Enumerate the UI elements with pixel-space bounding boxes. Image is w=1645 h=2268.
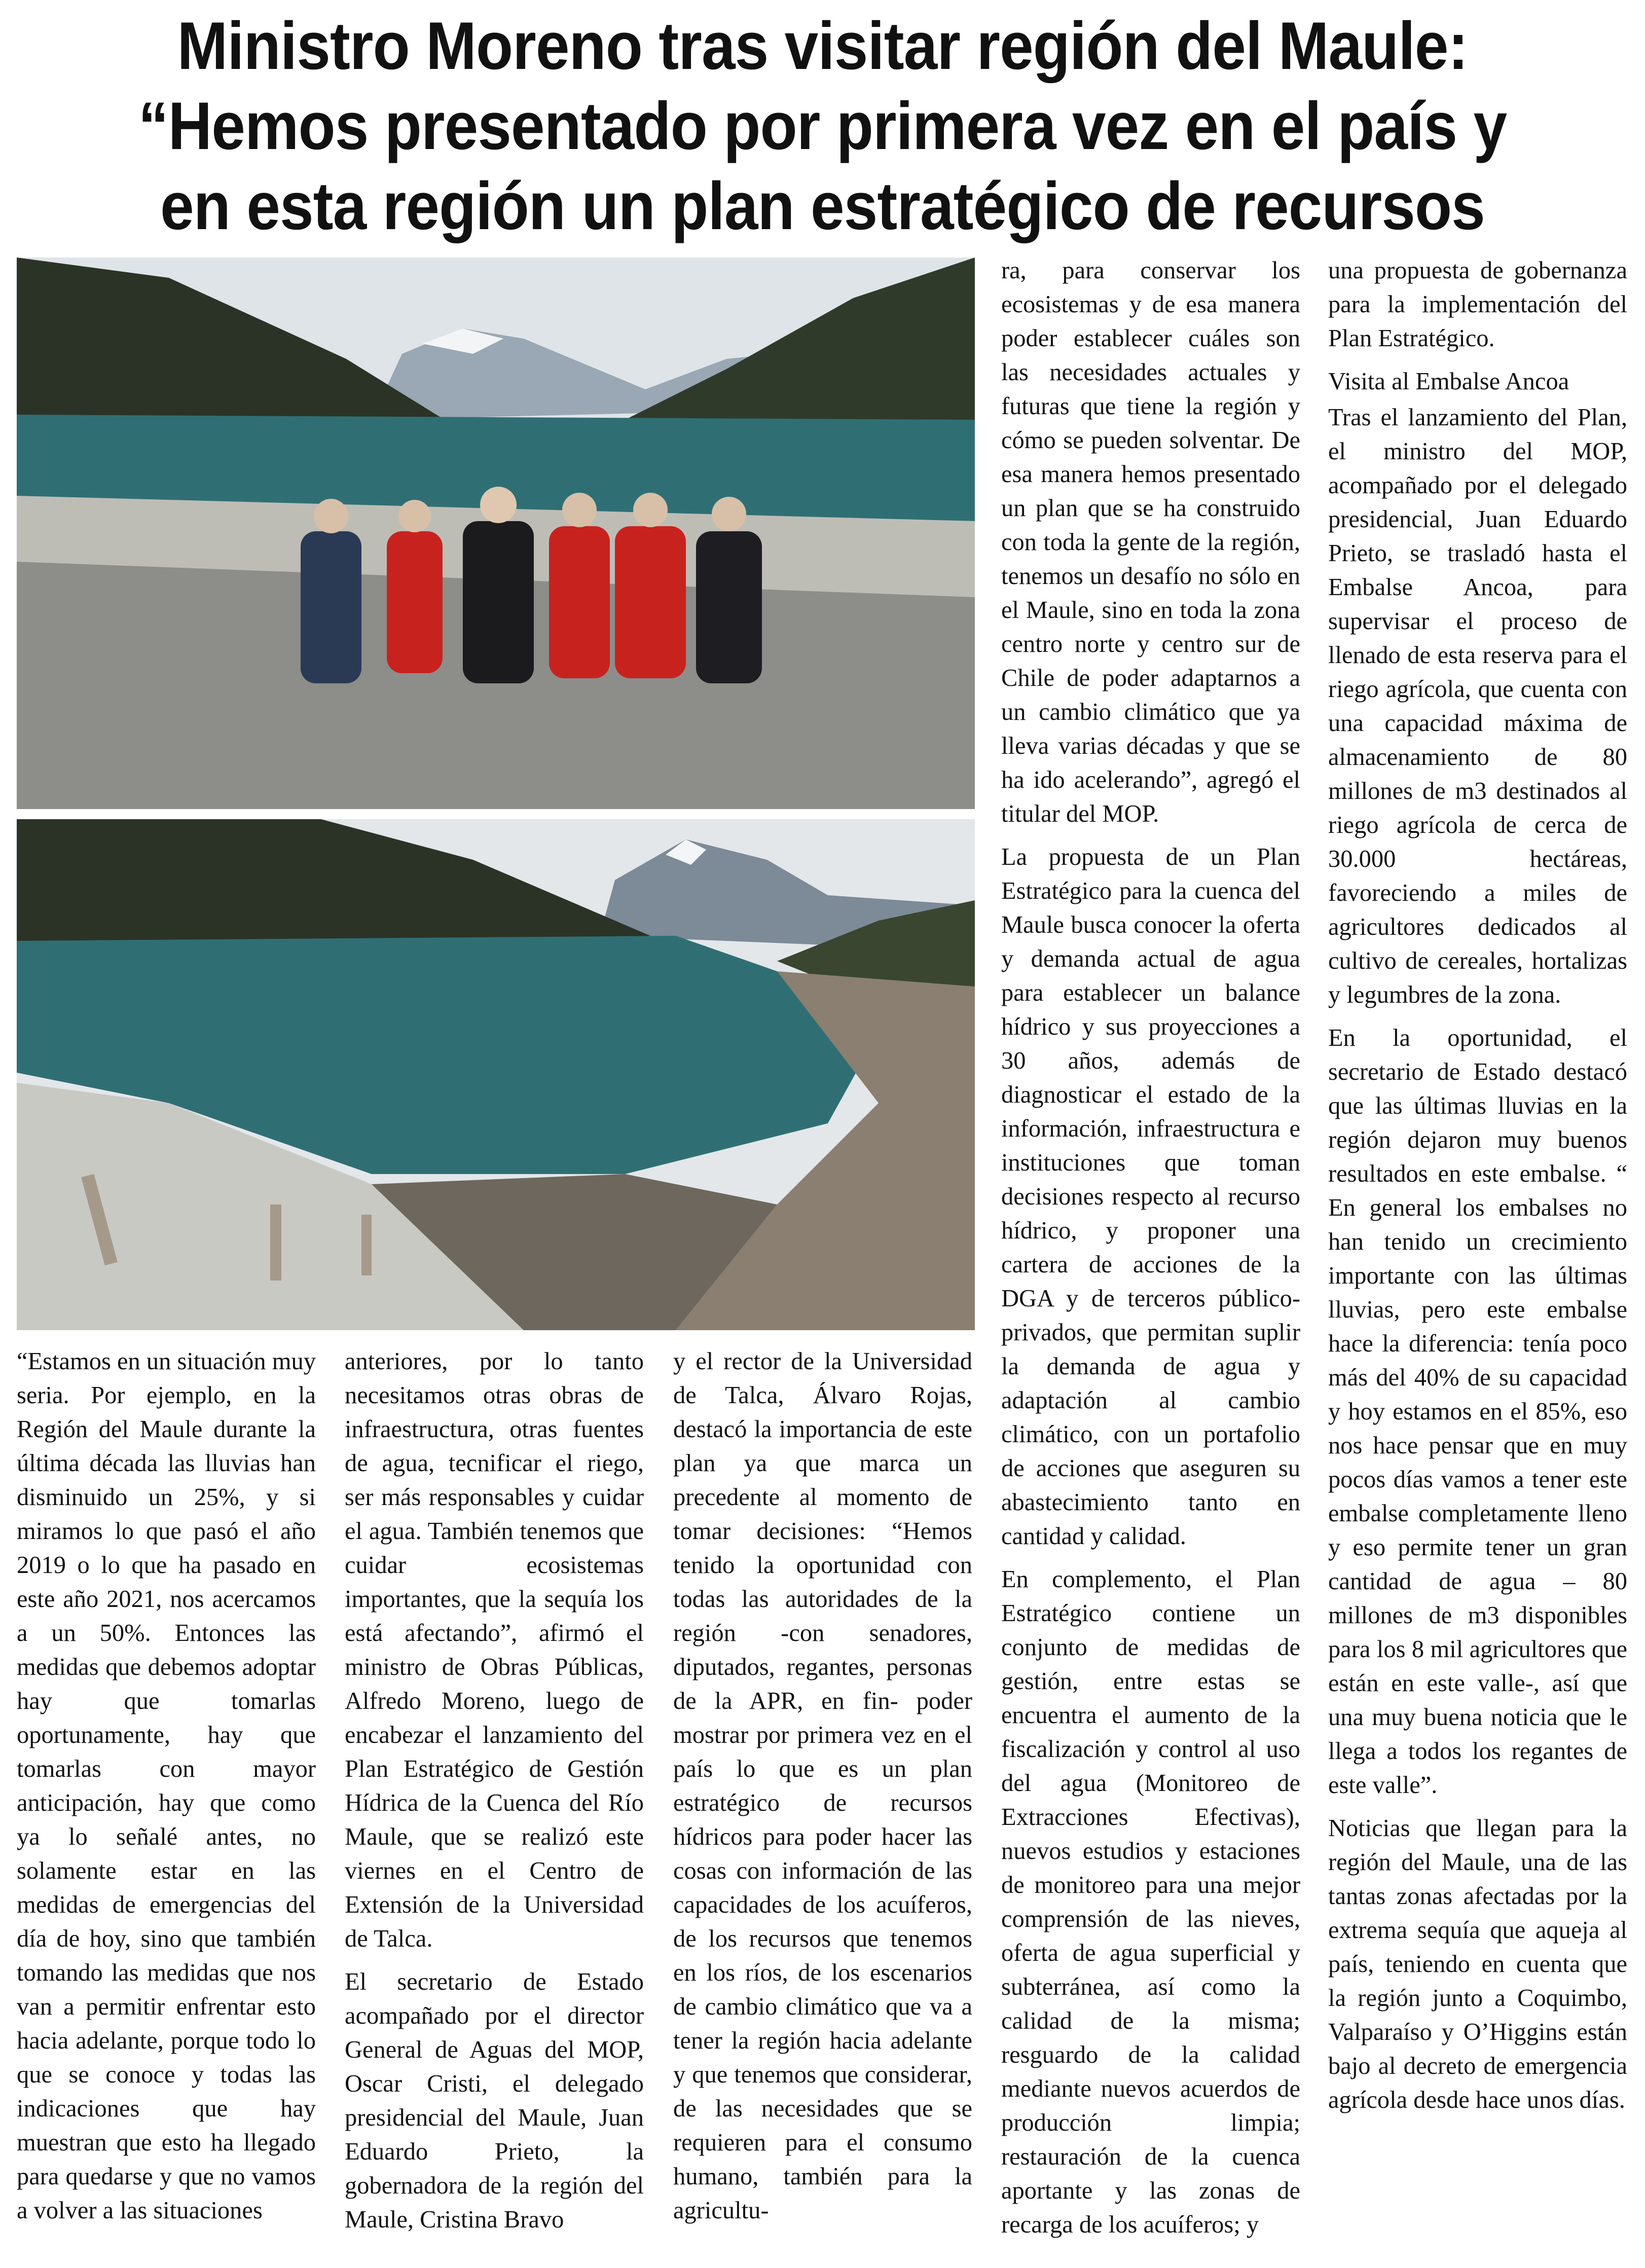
article-column-1 xyxy=(17,1344,316,2237)
group-photo xyxy=(17,258,975,809)
paragraph: En complemento, el Plan Estratégico contiene un conjunto de medidas de gestión, entre estas se encuentra el aumento de la fiscalización y control al uso del agua (Monitoreo de Extracciones Efectivas), nuevos estudios y estaciones de monitoreo para una mejor comprensión de las nieves, oferta de agua superficial y subterránea, así como la calidad de la misma; resguardo de la calidad mediante nuevos acuerdos de producción limpia; restauración de la cuenca aportante y las zonas de recarga de los acuíferos; y xyxy=(1001,1566,1300,2238)
paragraph: anteriores, por lo tanto necesitamos otras obras de infraestructura, otras fuentes de agua, tecnificar el riego, ser más responsables y cuidar el agua. También tenemos que cuidar ecosistemas importantes, que la sequía los está afectando”, afirmó el ministro de Obras Públicas, Alfredo Moreno, luego de encabezar el lanzamiento del Plan Estratégico de Gestión Hídrica de la Cuenca del Río Maule, que se realizó este viernes en el Centro de Extensión de la Universidad de Talca. xyxy=(345,1348,644,1952)
paragraph: y el rector de la Universidad de Talca, Álvaro Rojas, destacó la importancia de este plan ya que marca un precedente al momento de tomar decisiones: “Hemos tenido la oportunidad con todas las autoridades de la región -con senadores, diputados, regantes, personas de la APR, en fin- poder mostrar por primera vez en el país lo que es un plan estratégico de recursos hídricos para poder hacer las cosas con información de las capacidades de los acuíferos, de los recursos que tenemos en los ríos, de los escenarios de cambio climático que va a tener la región hacia adelante y que tenemos que considerar, de las necesidades que se requieren para el consumo humano, también para la agricultu- xyxy=(673,1348,972,2224)
paragraph: una propuesta de gobernanza para la implementación del Plan Estratégico. xyxy=(1328,257,1627,352)
headline: Ministro Moreno tras visitar región del Maule: “Hemos presentado por primera vez en el país y en esta región un plan estratégico de recursos xyxy=(138,9,1507,244)
section-subheading: Visita al Embalse Ancoa xyxy=(1328,368,1569,395)
article-column-2 xyxy=(345,1344,644,2246)
paragraph: En la oportunidad, el secretario de Estado destacó que las últimas lluvias en la región dejaron muy buenos resultados en este embalse. “ En general los embalses no han tenido un crecimiento importante con las últimas lluvias, pero este embalse hace la diferencia: tenía poco más del 40% de su capacidad y hoy estamos en el 85%, eso nos hace pensar que en muy pocos días vamos a tener este embalse completamente lleno y eso permite tener un gran cantidad de agua – 80 millones de m3 disponibles para los 8 mil agricultores que están en este valle-, así que una muy buena noticia que le llega a todos los regantes de este valle”. xyxy=(1328,1025,1627,1799)
article-column-4 xyxy=(1001,253,1300,2251)
group-photo-image xyxy=(17,258,975,809)
paragraph: El secretario de Estado acompañado por el director General de Aguas del MOP, Oscar Cristi, el delegado presidencial del Maule, Juan Eduardo Prieto, la gobernadora de la región del Maule, Cristina Bravo xyxy=(345,1968,644,2233)
paragraph: “Estamos en un situación muy seria. Por ejemplo, en la Región del Maule durante la última década las lluvias han disminuido un 25%, y si miramos lo que pasó el año 2019 o lo que ha pasado en este año 2021, nos acercamos a un 50%. Entonces las medidas que debemos adoptar hay que tomarlas oportunamente, hay que tomarlas con mayor anticipación, hay que como ya lo señalé antes, no solamente estar en las medidas de emergencias del día de hoy, sino que también tomando las medidas que nos van a permitir enfrentar esto hacia adelante, porque todo lo que se conoce y todas las indicaciones que hay muestran que esto ha llegado para quedarse y que no vamos a volver a las situaciones xyxy=(17,1348,316,2224)
paragraph: Noticias que llegan para la región del Maule, una de las tantas zonas afectadas por la extrema sequía que aqueja al país, teniendo en cuenta que la región junto a Coquimbo, Valparaíso y O’Higgins están bajo al decreto de emergencia agrícola desde hace unos días. xyxy=(1328,1815,1627,2113)
paragraph: La propuesta de un Plan Estratégico para la cuenca del Maule busca conocer la oferta y demanda actual de agua para establecer un balance hídrico y sus proyecciones a 30 años, además de diagnosticar el estado de la información, infraestructura e instituciones que toman decisiones respecto al recurso hídrico, y proponer una cartera de acciones de la DGA y de terceros público-privados, que permitan suplir la demanda de agua y adaptación al cambio climático, con un portafolio de acciones que aseguren su abastecimiento tanto en cantidad y calidad. xyxy=(1001,844,1300,1550)
article-column-3 xyxy=(673,1344,972,2237)
paragraph: ra, para conservar los ecosistemas y de esa manera poder establecer cuáles son las necesidades actuales y futuras que tiene la región y cómo se pueden solventar. De esa manera hemos presentado un plan que se ha construido con toda la gente de la región, tenemos un desafío no sólo en el Maule, sino en toda la zona centro norte y centro sur de Chile de poder adaptarnos a un cambio climático que ya lleva varias décadas y que se ha ido acelerando”, agregó el titular del MOP. xyxy=(1001,257,1300,827)
reservoir-photo xyxy=(17,819,975,1330)
paragraph: Tras el lanzamiento del Plan, el ministro del MOP, acompañado por el delegado presidencial, Juan Eduardo Prieto, se trasladó hasta el Embalse Ancoa, para supervisar el proceso de llenado de esta reserva para el riego agrícola, que cuenta con una capacidad máxima de almacenamiento de 80 millones de m3 destinados al riego agrícola de cerca de 30.000 hectáreas, favoreciendo a miles de agricultores dedicados al cultivo de cereales, hortalizas y legumbres de la zona. xyxy=(1328,404,1627,1008)
reservoir-photo-image xyxy=(17,819,975,1330)
article-column-5 xyxy=(1328,253,1627,2126)
